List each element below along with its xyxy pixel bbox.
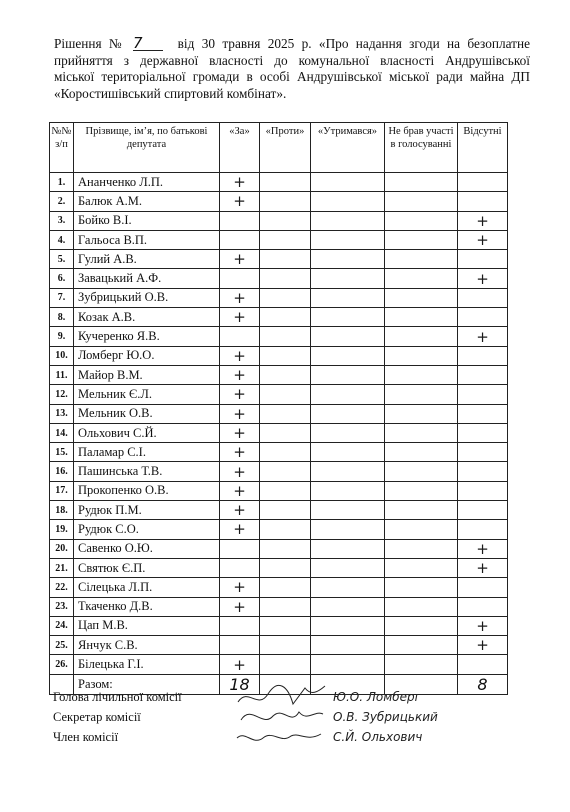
deputy-name: Ананченко Л.П.: [74, 173, 220, 192]
table-row: [50, 423, 508, 442]
vote-cell-vidsutni: [458, 308, 508, 327]
deputy-name: Білецька Г.І.: [74, 655, 220, 674]
deputy-name: Сілецька Л.П.: [74, 578, 220, 597]
row-number: 19.: [50, 520, 74, 539]
vote-cell-ne_brav: [385, 211, 458, 230]
vote-cell-utr: [311, 423, 385, 442]
vote-cell-vidsutni: [458, 385, 508, 404]
vote-mark-za: +: [233, 346, 246, 365]
deputy-name: Ольхович С.Й.: [74, 423, 220, 442]
vote-cell-za: [220, 404, 260, 423]
vote-cell-ne_brav: [385, 230, 458, 249]
row-number: 17.: [50, 481, 74, 500]
vote-cell-za: [220, 192, 260, 211]
vote-cell-utr: [311, 462, 385, 481]
vote-cell-utr: [311, 501, 385, 520]
deputy-name: Гулий А.В.: [74, 250, 220, 269]
vote-cell-utr: [311, 173, 385, 192]
vote-cell-ne_brav: [385, 616, 458, 635]
decision-date-title: від 30 травня 2025 р. «Про надання згоди на безоплатне: [177, 36, 530, 51]
row-number: 18.: [50, 501, 74, 520]
decision-header: [54, 36, 530, 102]
table-row: [50, 308, 508, 327]
vote-cell-za: [220, 443, 260, 462]
vote-cell-proty: [260, 327, 311, 346]
table-row: [50, 481, 508, 500]
vote-cell-vidsutni: [458, 192, 508, 211]
row-number: 20.: [50, 539, 74, 558]
vote-cell-za: [220, 655, 260, 674]
total-za: 18: [229, 674, 250, 694]
vote-cell-vidsutni: [458, 230, 508, 249]
row-number: 15.: [50, 443, 74, 462]
vote-cell-ne_brav: [385, 655, 458, 674]
vote-cell-vidsutni: [458, 462, 508, 481]
vote-cell-proty: [260, 250, 311, 269]
table-row: [50, 211, 508, 230]
vote-cell-utr: [311, 443, 385, 462]
row-number: 25.: [50, 636, 74, 655]
vote-cell-proty: [260, 462, 311, 481]
vote-cell-utr: [311, 365, 385, 384]
vote-cell-utr: [311, 597, 385, 616]
vote-cell-utr: [311, 250, 385, 269]
vote-cell-ne_brav: [385, 481, 458, 500]
vote-mark-vidsutni: +: [476, 327, 489, 346]
deputy-name: Мельник О.В.: [74, 404, 220, 423]
vote-cell-proty: [260, 539, 311, 558]
table-row: [50, 501, 508, 520]
vote-cell-utr: [311, 385, 385, 404]
vote-cell-ne_brav: [385, 578, 458, 597]
vote-cell-ne_brav: [385, 308, 458, 327]
vote-cell-ne_brav: [385, 250, 458, 269]
vote-cell-proty: [260, 655, 311, 674]
row-number: 9.: [50, 327, 74, 346]
vote-cell-ne_brav: [385, 558, 458, 577]
vote-cell-ne_brav: [385, 520, 458, 539]
vote-cell-vidsutni: [458, 423, 508, 442]
vote-cell-za: [220, 211, 260, 230]
deputy-name: Бойко В.І.: [74, 211, 220, 230]
vote-cell-utr: [311, 230, 385, 249]
vote-cell-za: [220, 308, 260, 327]
vote-cell-proty: [260, 346, 311, 365]
vote-cell-za: [220, 365, 260, 384]
table-row: [50, 230, 508, 249]
vote-cell-za: [220, 578, 260, 597]
vote-mark-za: +: [233, 597, 246, 616]
deputy-name: Рудюк П.М.: [74, 501, 220, 520]
table-row: [50, 404, 508, 423]
vote-cell-proty: [260, 269, 311, 288]
vote-cell-vidsutni: [458, 173, 508, 192]
vote-cell-vidsutni: [458, 597, 508, 616]
vote-mark-vidsutni: +: [476, 636, 489, 655]
vote-cell-proty: [260, 578, 311, 597]
vote-cell-proty: [260, 597, 311, 616]
col-header-vidsutni: Відсутні: [458, 123, 508, 173]
deputy-name: Рудюк С.О.: [74, 520, 220, 539]
table-row: [50, 558, 508, 577]
row-number: 1.: [50, 173, 74, 192]
vote-cell-ne_brav: [385, 288, 458, 307]
vote-mark-za: +: [233, 578, 246, 597]
vote-cell-utr: [311, 211, 385, 230]
vote-mark-za: +: [233, 173, 246, 192]
vote-mark-za: +: [233, 520, 246, 539]
vote-cell-ne_brav: [385, 539, 458, 558]
table-row: [50, 327, 508, 346]
vote-cell-za: [220, 385, 260, 404]
vote-cell-utr: [311, 655, 385, 674]
vote-cell-proty: [260, 288, 311, 307]
vote-cell-proty: [260, 385, 311, 404]
vote-mark-za: +: [233, 443, 246, 462]
voting-table: [49, 122, 508, 695]
vote-cell-ne_brav: [385, 346, 458, 365]
vote-cell-vidsutni: [458, 288, 508, 307]
vote-cell-vidsutni: [458, 327, 508, 346]
vote-cell-ne_brav: [385, 173, 458, 192]
table-row: [50, 520, 508, 539]
vote-cell-vidsutni: [458, 481, 508, 500]
header-line-3: міської територіальної громади в особі Андрушівської міської ради майна ДП: [54, 69, 530, 84]
vote-cell-vidsutni: [458, 365, 508, 384]
row-number: 11.: [50, 365, 74, 384]
header-line-2: прийняття з державної власності до комунальної власності Андрушівської: [54, 52, 530, 68]
vote-cell-vidsutni: [458, 443, 508, 462]
vote-cell-vidsutni: [458, 501, 508, 520]
vote-cell-proty: [260, 173, 311, 192]
vote-cell-ne_brav: [385, 636, 458, 655]
deputy-name: Гальоса В.П.: [74, 230, 220, 249]
row-number: 13.: [50, 404, 74, 423]
deputy-name: Кучеренко Я.В.: [74, 327, 220, 346]
vote-cell-ne_brav: [385, 365, 458, 384]
row-number: 6.: [50, 269, 74, 288]
vote-cell-za: [220, 636, 260, 655]
col-header-za: «За»: [220, 123, 260, 173]
vote-cell-proty: [260, 404, 311, 423]
vote-cell-proty: [260, 308, 311, 327]
vote-cell-vidsutni: [458, 616, 508, 635]
vote-cell-utr: [311, 269, 385, 288]
row-number: 12.: [50, 385, 74, 404]
row-number: 22.: [50, 578, 74, 597]
vote-cell-za: [220, 597, 260, 616]
vote-cell-utr: [311, 346, 385, 365]
vote-cell-vidsutni: [458, 655, 508, 674]
col-header-utrymavsia: «Утримався»: [311, 123, 385, 173]
table-row: [50, 539, 508, 558]
table-row: [50, 655, 508, 674]
signature-name: С.Й. Ольхович: [333, 730, 423, 744]
vote-cell-vidsutni: [458, 539, 508, 558]
deputy-name: Прокопенко О.В.: [74, 481, 220, 500]
vote-cell-za: [220, 288, 260, 307]
vote-cell-proty: [260, 211, 311, 230]
vote-cell-vidsutni: [458, 636, 508, 655]
row-number: 7.: [50, 288, 74, 307]
vote-cell-proty: [260, 501, 311, 520]
vote-mark-za: +: [233, 250, 246, 269]
vote-mark-za: +: [233, 192, 246, 211]
vote-cell-za: [220, 173, 260, 192]
decision-label: Рішення №: [54, 36, 126, 51]
vote-mark-za: +: [233, 655, 246, 674]
table-row: [50, 173, 508, 192]
table-row: [50, 597, 508, 616]
vote-cell-utr: [311, 558, 385, 577]
table-row: [50, 269, 508, 288]
vote-cell-za: [220, 501, 260, 520]
signature-row-member: [53, 730, 523, 750]
table-row: [50, 636, 508, 655]
vote-mark-za: +: [233, 385, 246, 404]
signature-name: Ю.О. Ломберг: [333, 690, 421, 704]
col-header-number: №№ з/п: [50, 123, 74, 173]
vote-cell-ne_brav: [385, 501, 458, 520]
row-number: 10.: [50, 346, 74, 365]
vote-cell-proty: [260, 636, 311, 655]
vote-cell-vidsutni: [458, 578, 508, 597]
vote-cell-utr: [311, 192, 385, 211]
total-vidsutni: 8: [477, 674, 488, 694]
vote-cell-vidsutni: [458, 250, 508, 269]
row-number: 23.: [50, 597, 74, 616]
row-number: 16.: [50, 462, 74, 481]
vote-cell-ne_brav: [385, 385, 458, 404]
table-row: [50, 346, 508, 365]
table-row: [50, 192, 508, 211]
deputy-name: Янчук С.В.: [74, 636, 220, 655]
total-label: Разом:: [74, 674, 220, 694]
table-row: [50, 385, 508, 404]
deputy-name: Савенко О.Ю.: [74, 539, 220, 558]
vote-cell-za: [220, 346, 260, 365]
vote-cell-vidsutni: [458, 211, 508, 230]
vote-cell-utr: [311, 616, 385, 635]
vote-cell-ne_brav: [385, 192, 458, 211]
vote-mark-za: +: [233, 501, 246, 520]
vote-cell-vidsutni: [458, 404, 508, 423]
deputy-name: Зубрицький О.В.: [74, 288, 220, 307]
vote-cell-proty: [260, 192, 311, 211]
vote-mark-za: +: [233, 462, 246, 481]
vote-cell-za: [220, 327, 260, 346]
signature-role: Голова лічильної комісії: [53, 690, 182, 704]
vote-cell-za: [220, 558, 260, 577]
deputy-name: Паламар С.І.: [74, 443, 220, 462]
vote-mark-vidsutni: +: [476, 539, 489, 558]
vote-cell-proty: [260, 616, 311, 635]
vote-cell-proty: [260, 365, 311, 384]
vote-cell-za: [220, 250, 260, 269]
col-header-ne-brav-uchasti: Не брав участі в голосуванні: [385, 123, 458, 173]
table-header-row: [50, 123, 508, 173]
decision-number: 7: [133, 36, 163, 51]
deputy-name: Козак А.В.: [74, 308, 220, 327]
col-header-name: Прізвище, ім’я, по батькові депутата: [74, 123, 220, 173]
vote-mark-za: +: [233, 404, 246, 423]
vote-mark-vidsutni: +: [476, 231, 489, 250]
header-line-1: [54, 36, 530, 53]
table-row: [50, 578, 508, 597]
vote-cell-utr: [311, 288, 385, 307]
vote-cell-ne_brav: [385, 443, 458, 462]
vote-mark-vidsutni: +: [476, 616, 489, 635]
vote-cell-proty: [260, 558, 311, 577]
vote-cell-ne_brav: [385, 597, 458, 616]
vote-cell-ne_brav: [385, 404, 458, 423]
table-row: [50, 462, 508, 481]
row-number: 8.: [50, 308, 74, 327]
vote-cell-ne_brav: [385, 269, 458, 288]
row-number: 26.: [50, 655, 74, 674]
vote-cell-proty: [260, 481, 311, 500]
signature-role: Член комісії: [53, 730, 119, 744]
row-number: 14.: [50, 423, 74, 442]
vote-cell-ne_brav: [385, 423, 458, 442]
header-line-4: «Коростишівський спиртовий комбінат».: [54, 85, 287, 101]
vote-mark-vidsutni: +: [476, 269, 489, 288]
vote-cell-za: [220, 616, 260, 635]
vote-cell-proty: [260, 423, 311, 442]
vote-mark-vidsutni: +: [476, 559, 489, 578]
row-number: 3.: [50, 211, 74, 230]
deputy-name: Святюк Є.П.: [74, 558, 220, 577]
deputy-name: Завацький А.Ф.: [74, 269, 220, 288]
vote-cell-utr: [311, 520, 385, 539]
col-header-proty: «Проти»: [260, 123, 311, 173]
vote-cell-utr: [311, 636, 385, 655]
table-row: [50, 616, 508, 635]
vote-mark-za: +: [233, 424, 246, 442]
vote-cell-utr: [311, 578, 385, 597]
vote-cell-za: [220, 481, 260, 500]
vote-cell-utr: [311, 327, 385, 346]
signature-name: О.В. Зубрицький: [333, 710, 438, 724]
vote-cell-za: [220, 520, 260, 539]
vote-cell-vidsutni: [458, 558, 508, 577]
vote-cell-utr: [311, 539, 385, 558]
vote-cell-proty: [260, 520, 311, 539]
row-number: 2.: [50, 192, 74, 211]
vote-cell-za: [220, 423, 260, 442]
vote-mark-za: +: [233, 366, 246, 385]
vote-cell-za: [220, 539, 260, 558]
deputy-name: Пашинська Т.В.: [74, 462, 220, 481]
vote-mark-za: +: [233, 288, 246, 307]
vote-cell-ne_brav: [385, 327, 458, 346]
vote-cell-utr: [311, 404, 385, 423]
vote-mark-za: +: [233, 308, 246, 327]
vote-cell-vidsutni: [458, 269, 508, 288]
vote-cell-za: [220, 462, 260, 481]
table-row: [50, 288, 508, 307]
deputy-name: Балюк А.М.: [74, 192, 220, 211]
deputy-name: Цап М.В.: [74, 616, 220, 635]
table-row: [50, 365, 508, 384]
row-number: 4.: [50, 230, 74, 249]
row-number: 21.: [50, 558, 74, 577]
table-row: [50, 443, 508, 462]
vote-cell-vidsutni: [458, 346, 508, 365]
table-row: [50, 250, 508, 269]
signature-role: Секретар комісії: [53, 710, 141, 724]
vote-cell-za: [220, 269, 260, 288]
vote-mark-vidsutni: +: [476, 211, 489, 230]
deputy-name: Мельник Є.Л.: [74, 385, 220, 404]
row-number: 5.: [50, 250, 74, 269]
signature-scribble-image: [233, 722, 328, 752]
row-number: 24.: [50, 616, 74, 635]
vote-cell-proty: [260, 230, 311, 249]
deputy-name: Ломберг Ю.О.: [74, 346, 220, 365]
vote-cell-utr: [311, 481, 385, 500]
vote-cell-utr: [311, 308, 385, 327]
vote-cell-ne_brav: [385, 462, 458, 481]
vote-cell-vidsutni: [458, 520, 508, 539]
deputy-name: Майор В.М.: [74, 365, 220, 384]
vote-cell-za: [220, 230, 260, 249]
vote-mark-za: +: [233, 481, 246, 500]
vote-cell-proty: [260, 443, 311, 462]
deputy-name: Ткаченко Д.В.: [74, 597, 220, 616]
